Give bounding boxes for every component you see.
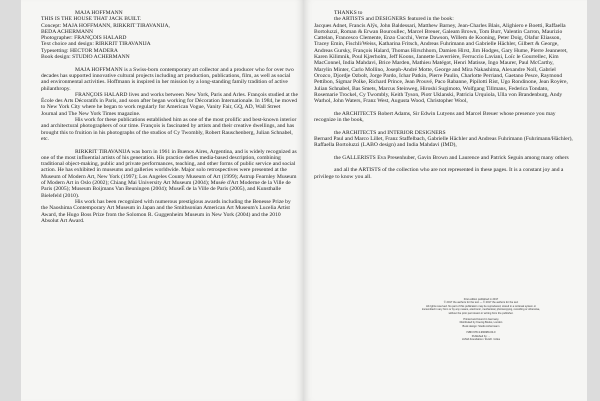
colophon-line: First edition published in 2017: [463, 298, 499, 301]
colophon-line: ISBN 978-3-960980-00-0: [466, 331, 496, 335]
bio-maja-hoffmann: MAJA HOFFMANN is a Swiss-born contemporary art collector and a producer who for over two decades has supported innovative cultural projects including art production, publications, film, as well as social and environmental activities. Hoffmann is inspired in her mission by a long-standing family tradition of active philanthropy.: [41, 66, 294, 92]
credit-line: Typesetting: HECTOR MADERA: [41, 47, 118, 54]
thanks-heading: THANKS to: [334, 10, 363, 16]
colophon: [416, 298, 546, 341]
artists-list: Jacques Adnet, Francis Alÿs, John Baldessari, Matthew Barney, Jean-Charles Blais, Alighiero e Boetti, Raffaella Bortoluzzi, Roman & Erwan Bouroullec, Marcel Breuer, Galeam Brown, Tom Burr, Valentin Carron, Maurizio Cattelan, Francesco Clemente, Enzo Cucchi, Verne Dawson, Willem de Kooning, Peter Doig, Olafur Eliasson, Tracey Emin, Fischli/Weiss, Katharina Fritsch, Andreas Fuhrimann and Gabrielle Hächler, Gilbert & George, Andreas Gursky, François Halard, Thomas Hirschhorn, Damien Hirst, Jim Hodges, Gary Hume, Pierre Jeanneret, Karen Kilimnik, Poul Kjærholm, Jeff Koons, Jannette Laverrière, Ferruccio Laviani, Loïc le Gourrellec, Kim MacConnel, India Mahdavi, Brice Marden, Mathieu Matégot, Henri Matisse, Ingo Maurer, Paul McCarthy, Marylin Minter, Carlo Mollino, Joseph-André Motte, George and Mira Nakashima, Alexandre Noll, Gabriel Orozco, Djordje Ozbolt, Jorge Pardo, Ichar Patkin, Pierre Paulin, Charlotte Perriand, Gaetano Pesce, Raymond Pettibon, Sigmar Polke, Richard Prince, Jean Prouvé, Paco Rabanne, Pipilotti Rist, Ugo Rondinone, Jean Royère, Julian Schnabel, Bas Smets, Marcus Steinweg, Hiroshi Sugimoto, Wolfgang Tillmans, Federica Tondato, Rosemarie Trockel, Cy Twombly, Keith Tyson, Piotr Uklanski, Patricia Urquiola, Ulla von Brandenburg, Andy Warhol, John Waters, Franz West, Augusta Wood, Christopher Wool,: [314, 22, 568, 105]
credit-line: Concept: MAJA HOFFMANN, RIRKRIT TIRAVANIJA,: [41, 22, 170, 29]
credit-line: Photographer: FRANÇOIS HALARD: [41, 35, 127, 42]
credit-line: MAJA HOFFMANN: [75, 10, 123, 16]
interior-designers-list: Bernard Paul and Marco Lillet, Franz Staffelbach, Gabrielle Hächler and Andreas Fuhrimann (Fuhrimann/Hächler), Raffaella Bortoluzzi (LABO design) and India Mahdavi (IMD),: [314, 135, 573, 149]
colophon-line: Published by: ...: [471, 334, 491, 338]
interior-designers-intro: the ARCHITECTS and INTERIOR DESIGNERS: [334, 129, 446, 136]
left-page: [21, 0, 304, 401]
bio-rirkrit-tiravanija: RIRKRIT TIRAVANIJA was born in 1961 in Buenos Aires, Argentina, and is widely recognized as one of the most influential artists of his generation. His practice defies media-based description, combining traditional object-making, public and private performances, teaching, and other forms of public service and social action. He has exhibited in museums and galleries worldwide. Major solo retrospectives were presented at the Museum of Modern Art, New York (1997); Los Angeles County Museum of Art (1999); Astrup Fearnley Museum of Modern Art in Oslo (2002); Chiang Mai University Art Museum (2004); Musée d'Art Moderne de la Ville de Paris (2005); Museum Boijmans Van Beuningen (2004); MuseÉ de la Ville de Paris (2005), and Kunsthalle Bielefeld (2010).: [41, 148, 297, 199]
artists-intro: the ARTISTS and DESIGNERS featured in the book:: [334, 16, 454, 23]
book-spread: [21, 0, 587, 401]
bio-francois-halard-continued: His work for these publications established him as one of the most prolific and best-known interior and architectural photographers of our time. François is fascinated by artists and their creative dwellings, and has brought this to fruition in his photographs of the studios of Cy Twombly, Robert Rauschenberg, Julian Schnabel, etc.: [41, 117, 297, 142]
architects-thanks: the ARCHITECTS Robert Adams, Sir Edwin Lutyens and Marcel Breuer whose presence you may recognize in the book,: [314, 110, 556, 124]
colophon-line: Printed and bound in Germany: [463, 318, 499, 322]
credit-line: Text choice and design: RIRKRIT TIRAVANIJA: [41, 41, 151, 48]
right-page: [304, 0, 587, 401]
credits-block: [41, 10, 298, 60]
colophon-line: LUMA Foundation / Zurich / Arles: [461, 338, 501, 342]
bio-francois-halard: FRANÇOIS HALARD lives and works between New York, Paris and Arles. François studied at the École des Arts Décoratifs in Paris, and soon after began working for Décoration Internationale. In 1984, he moved to New York City where he began to work regularly for American Vogue, Vanity Fair, GQ, AD, Wall Street Journal and The New York Times magazine.: [41, 91, 298, 117]
closing-thanks: and all the ARTISTS of the collection who are not represented in these pages. It is a constant joy and a privilege to know you all.: [314, 167, 564, 180]
book-title: THIS IS THE HOUSE THAT JACK BUILT.: [41, 16, 142, 23]
credit-line: Book design: STUDIO ACHERMANN: [41, 54, 130, 61]
colophon-line: transmitted in any form or by any means, electronic, mechanical, photocopying, recording or otherwise,: [421, 308, 541, 312]
colophon-line: © 2017 the authors for the text — © 2017 the authors for the text: [443, 301, 519, 305]
colophon-line: All rights reserved. No part of this publication may be reproduced, stored in a retrieval system or: [426, 304, 536, 308]
colophon-line: without the prior permission in writing from the publisher.: [448, 311, 514, 315]
credit-line: BEDA ACHERMANN: [41, 28, 94, 35]
colophon-line: Book design: Studio Achermann: [462, 324, 500, 328]
bio-rirkrit-tiravanija-continued: His work has been recognized with numerous prestigious awards including the Benesse Prize by the Naoshima Contemporary Art Museum in Japan and the Smithsonian American Art Museum's Lucelia Artist Award, the Hugo Boss Prize from the Solomon R. Guggenheim Museum in New York (2004) and the 2010 Absolut Art Award.: [41, 198, 291, 224]
gallerists-thanks: the GALLERISTS Eva Presenhuber, Gavin Brown and Laurence and Patrick Seguin among many others: [334, 154, 569, 161]
colophon-line: Distributed by Koenig Books, London: [459, 321, 503, 325]
